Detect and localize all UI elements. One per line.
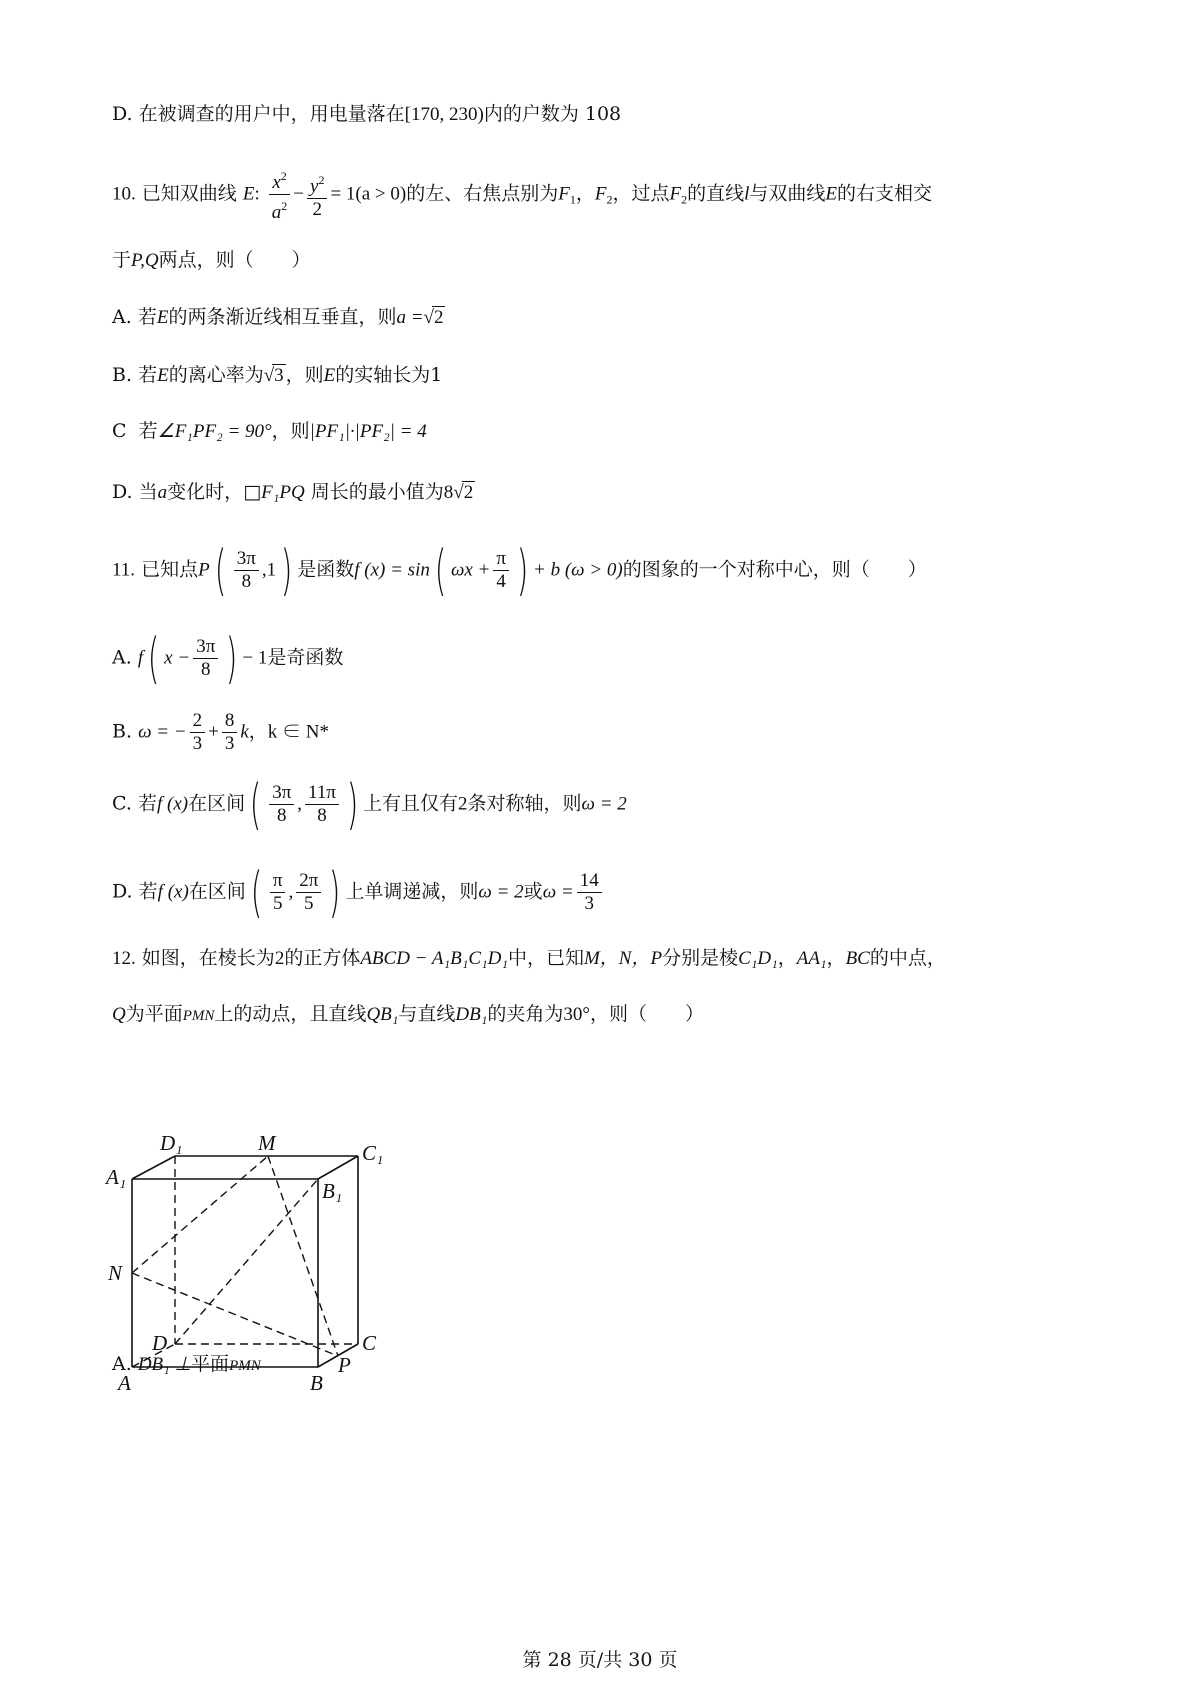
- label-b1: B₁: [322, 1179, 343, 1203]
- option-label: C.: [112, 792, 132, 815]
- q12-stem-line2: Q为平面PMN上的动点，且直线QB₁与直线DB₁的夹角为30°，则（ ）: [112, 1003, 704, 1025]
- q11-option-c: C. 若f (x)在区间( $\frac{3\pi}{8}$ , $\frac{11\pi}{8}$ ) 上有且仅有2条对称轴，则ω = 2: [112, 772, 627, 836]
- stem-text: ，过点: [612, 182, 670, 205]
- q10-option-d: D. 当a变化时，□F₁PQ 周长的最小值为8√2: [112, 481, 474, 503]
- label-b: B: [310, 1371, 323, 1395]
- fraction: $\frac{x^2}{a^2}$: [269, 165, 291, 224]
- q11-option-a: A. f( x − $\frac{3\pi}{8}$ ) − 1是奇函数: [112, 626, 344, 690]
- option-label: B.: [112, 720, 133, 743]
- label-n: N: [108, 1261, 123, 1285]
- option-label: A.: [112, 646, 132, 669]
- option-label: D.: [112, 880, 133, 903]
- option-text: 内的户数为 108: [483, 103, 622, 125]
- segment-nm: [132, 1156, 268, 1273]
- label-d1: D₁: [160, 1131, 183, 1155]
- option-label: D.: [112, 103, 133, 125]
- q12-stem: 12. 如图，在棱长为2的正方体ABCD − A₁B₁C₁D₁中，已知M，N，P分别是棱C₁D₁，AA₁，BC的中点，: [112, 947, 946, 969]
- question-number: 10.: [112, 183, 136, 205]
- label-c: C: [362, 1331, 377, 1355]
- stem-text: 的左、右焦点别为: [406, 182, 559, 205]
- stem-text: 两点，则（ ）: [158, 249, 311, 271]
- label-d: D: [152, 1331, 168, 1355]
- q10-stem: 10. 已知双曲线 E: $\frac{x^2}{a^2}$ − $\frac{y^2}{2}$ = 1(a > 0)的左、右焦点别为$F_1$，$F_2$，过点$F_2$的直线l与双曲线E的右支相交: [112, 165, 932, 224]
- option-label: A.: [112, 1353, 132, 1375]
- question-number: 11.: [112, 559, 136, 581]
- interval: [170, 230): [404, 104, 484, 125]
- q10-option-b: B. 若E的离心率为√3 ，则E的实轴长为1: [112, 364, 443, 386]
- q10-stem-line2: 于P,Q两点，则（ ）: [112, 249, 311, 271]
- q11-option-d: D. 若f (x)在区间( $\frac{\pi}{5}$ , $\frac{2\pi}{5}$ ) 上单调递减，则ω = 2或ω = $\frac{14}{3}$: [112, 870, 605, 915]
- option-label: A.: [112, 306, 132, 328]
- stem-text: 与双曲线: [749, 182, 826, 205]
- q11-option-b: B. ω = − $\frac{2}{3}$ + $\frac{8}{3}$ k，k ∈ N*: [112, 710, 330, 754]
- label-p: P: [338, 1353, 351, 1377]
- option-text: 在被调查的用户中，用电量落在: [138, 103, 405, 125]
- edge-b1c1: [318, 1156, 358, 1179]
- fraction: $\frac{y^2}{2}$: [307, 169, 327, 221]
- math-var: P,Q: [131, 250, 159, 271]
- question-number: 12.: [112, 948, 136, 969]
- q10-option-c: C 若∠F₁PF₂ = 90°，则|PF₁|·|PF₂| = 4: [112, 420, 427, 442]
- label-a: A: [118, 1371, 131, 1395]
- q11-stem: 11. 已知点P( $\frac{3\pi}{8}$ ,1) 是函数f (x) = sin( ωx + $\frac{\pi}{4}$ ) + b (ω > 0)的图象的一个对称中心，则（ ）: [112, 538, 927, 602]
- math-op: :: [254, 183, 260, 205]
- option-label: B.: [112, 364, 133, 386]
- option-label: D.: [112, 481, 133, 503]
- q9-option-d: [112, 100, 621, 129]
- option-label: C: [112, 420, 127, 442]
- q10-option-a: A. 若E的两条渐近线相互垂直，则a =√2: [112, 306, 444, 328]
- stem-text: 的直线: [687, 182, 745, 205]
- label-m: M: [258, 1131, 276, 1155]
- stem-text: 的右支相交: [837, 182, 933, 205]
- edge-a1d1: [132, 1156, 175, 1179]
- q12-option-a: A. DB₁ ⊥平面PMN: [112, 1353, 261, 1375]
- stem-text: 已知双曲线: [141, 182, 237, 205]
- math-cond: (a > 0): [355, 183, 407, 205]
- math-op: = 1: [330, 183, 356, 205]
- page-footer: 第 28 页/共 30 页: [522, 1649, 678, 1671]
- label-c1: C₁: [362, 1141, 384, 1165]
- label-a1: A₁: [106, 1165, 127, 1189]
- math-var: E: [242, 183, 255, 205]
